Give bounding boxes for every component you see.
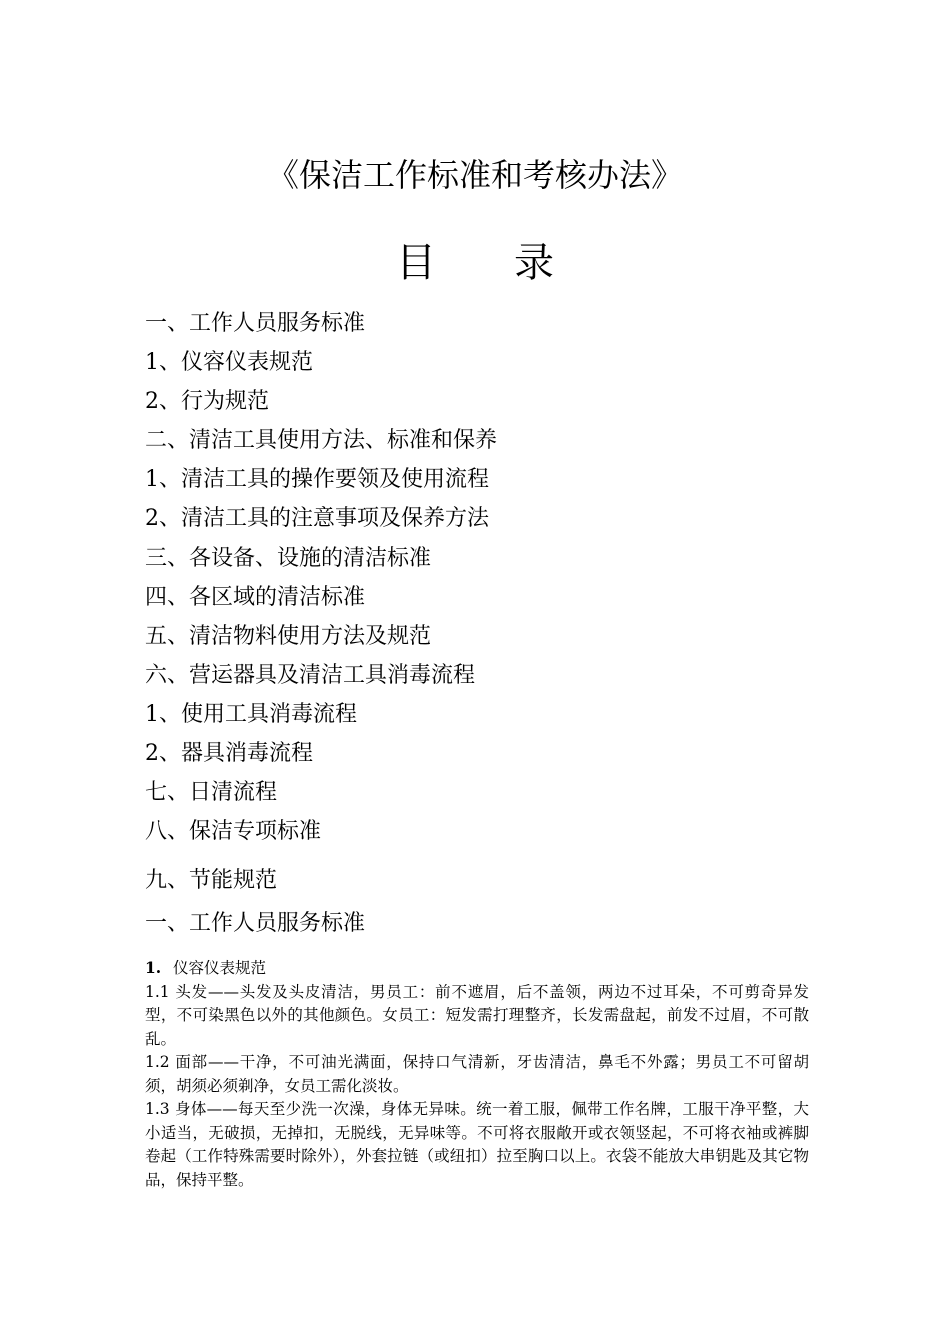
toc-heading-char-1: 目 — [396, 240, 436, 286]
toc-item: 1、使用工具消毒流程 — [145, 701, 357, 727]
toc-heading — [0, 236, 950, 290]
toc-item: 二、清洁工具使用方法、标准和保养 — [145, 428, 498, 454]
toc-item: 2、器具消毒流程 — [145, 741, 313, 767]
toc-item: 2、清洁工具的注意事项及保养方法 — [145, 506, 489, 532]
toc-item: 一、工作人员服务标准 — [145, 311, 366, 336]
paragraph-body: 1.3 身体——每天至少洗一次澡，身体无异味。统一着工服，佩带工作名牌，工服干净平整，大小适当，无破损，无掉扣，无脱线，无异味等。不可将衣服敞开或衣领竖起，不可将衣袖或裤脚卷起（工作特殊需要时除外），外套拉链（或纽扣）拉至胸口以上。衣袋不能放大串钥匙及其它物品，保持平整。 — [145, 1100, 809, 1189]
toc-heading-char-2: 录 — [514, 240, 554, 286]
table-of-contents — [145, 304, 825, 895]
section-heading: 一、工作人员服务标准 — [145, 911, 366, 936]
subsection-heading — [145, 956, 809, 981]
toc-item: 三、各设备、设施的清洁标准 — [145, 545, 432, 571]
toc-item: 2、行为规范 — [145, 389, 269, 415]
toc-item: 五、清洁物料使用方法及规范 — [145, 623, 432, 649]
subsection-number: 1. — [145, 958, 162, 977]
toc-item: 六、营运器具及清洁工具消毒流程 — [145, 662, 476, 688]
toc-item: 八、保洁专项标准 — [145, 819, 322, 845]
toc-item: 1、仪容仪表规范 — [145, 350, 313, 376]
document-title: 《保洁工作标准和考核办法》 — [266, 156, 683, 194]
paragraph-face: 1.2 面部——干净，不可油光满面，保持口气清新，牙齿清洁，鼻毛不外露；男员工不可留胡须，胡须必须剃净，女员工需化淡妆。 — [145, 1053, 809, 1095]
toc-item: 九、节能规范 — [145, 868, 278, 894]
section-body — [145, 956, 809, 1192]
toc-item: 四、各区域的清洁标准 — [145, 584, 366, 610]
paragraph-hair: 1.1 头发——头发及头皮清洁，男员工：前不遮眉，后不盖领，两边不过耳朵，不可剪奇异发型，不可染黑色以外的其他颜色。女员工：短发需打理整齐，长发需盘起，前发不过眉，不可散乱。 — [145, 982, 809, 1048]
toc-item: 七、日清流程 — [145, 780, 278, 806]
subsection-title: 仪容仪表规范 — [173, 959, 267, 977]
toc-item: 1、清洁工具的操作要领及使用流程 — [145, 467, 489, 493]
